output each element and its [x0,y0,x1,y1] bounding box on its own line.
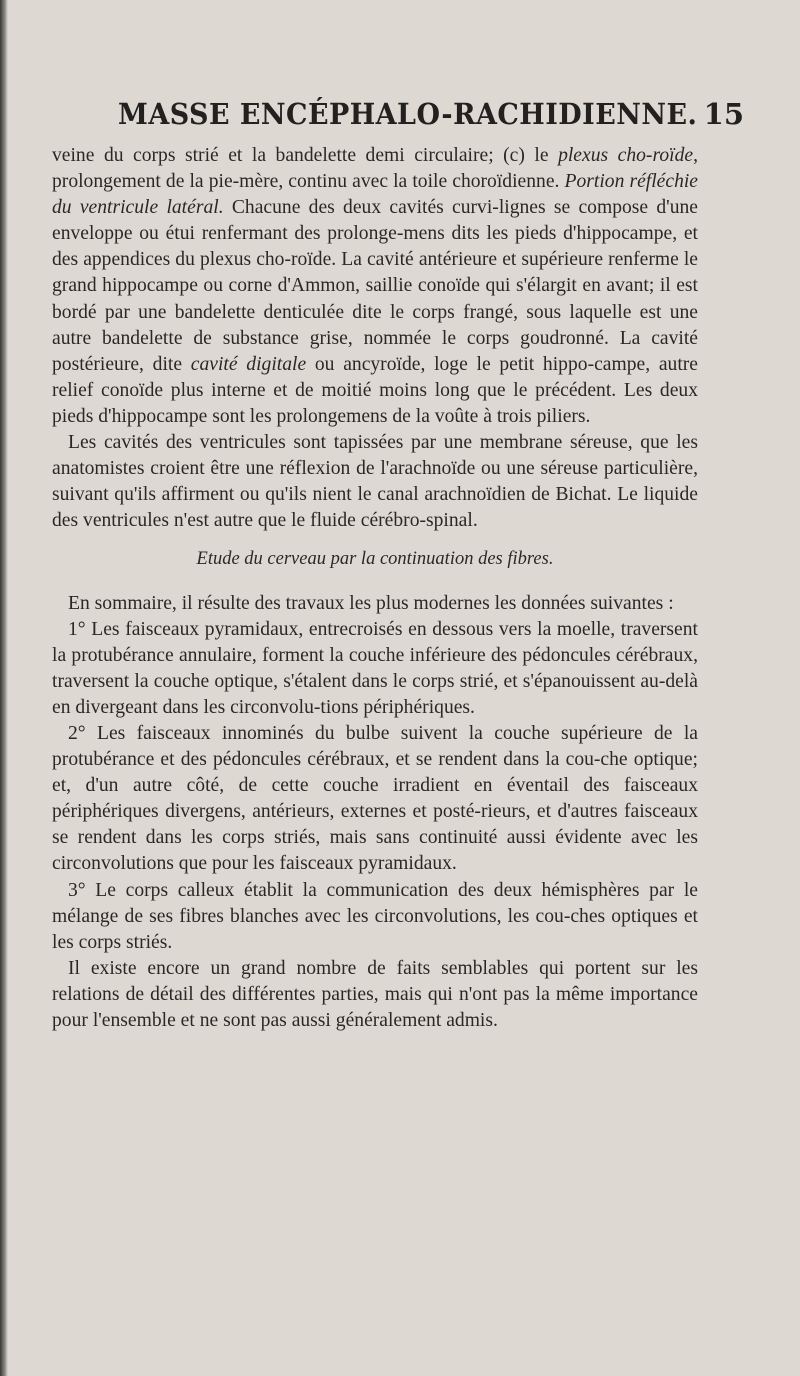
italic-term: plexus cho-roïde [558,145,694,166]
text-run: Chacune des deux cavités curvi-lignes se compose d'une enveloppe ou étui renfermant des prolonge-mens dits les pieds d'hippocampe, et des appendices du plexus cho-roïde. La cavité antérieure et supérieure renferme le grand hippocampe ou corne d'Ammon, saillie conoïde qui s'élargit en avant; il est bordé par une bandelette denticulée dite le corps frangé, sous laquelle est une autre bandelette de substance grise, nommée le corps goudronné. La cavité postérieure, dite [52,197,698,375]
text-run: veine du corps strié et la bandelette demi circulaire; (c) le [52,145,559,166]
page-number: 15 [703,97,744,131]
paragraph-7: Il existe encore un grand nombre de faits semblables qui portent sur les relations de détail des différentes parties, mais qui n'ont pas la même importance pour l'ensemble et ne sont pas aussi généralement admis. [52,957,698,1031]
paragraph-1 [52,143,698,430]
running-title: MASSE ENCÉPHALO-RACHIDIENNE. [118,97,698,131]
section-heading: Etude du cerveau par la continuation des fibres. [196,549,554,570]
paragraph-4: 1° Les faisceaux pyramidaux, entrecroisés en dessous vers la moelle, traversent la protubérance annulaire, forment la couche inférieure des pédoncules cérébraux, traversent la couche optique, s'étalent dans le corps strié, et s'épanouissent au-delà en divergeant dans les circonvolu-tions périphériques. [52,618,698,718]
paragraph-5: 2° Les faisceaux innominés du bulbe suivent la couche supérieure de la protubérance et des pédoncules cérébraux, et se rendent dans la cou-che optique; et, d'un autre côté, de cette couche irradient en éventail des faisceaux périphériques divergens, antérieurs, externes et posté-rieurs, et d'autres faisceaux se rendent dans les corps striés, mais sans continuité aussi évidente avec les circonvolutions que pour les faisceaux pyramidaux. [52,722,698,875]
italic-term: cavité digitale [190,353,307,375]
italic-subheading: Portion réfléchie du ventricule latéral. [52,171,699,219]
page-header [52,97,752,137]
body-text [52,143,698,1034]
paragraph-6: 3° Le corps calleux établit la communication des deux hémisphères par le mélange de ses fibres blanches avec les circonvolutions, les cou-ches optiques et les corps striés. [52,879,698,953]
paragraph-3: En sommaire, il résulte des travaux les plus modernes les données suivantes : [68,592,674,614]
text-run: ou ancyroïde, loge le petit hippo-campe, autre relief conoïde plus interne et de moitié moins long que le précédent. Les deux pieds d'hippocampe sont les prolongemens de la voûte à trois piliers. [52,353,698,427]
page-binding-edge [0,0,8,1376]
paragraph-2: Les cavités des ventricules sont tapissées par une membrane séreuse, que les anatomistes croient être une réflexion de l'arachnoïde ou une séreuse particulière, suivant qu'ils affirment ou qu'ils nient le canal arachnoïdien de Bichat. Le liquide des ventricules n'est autre que le fluide cérébro-spinal. [52,432,698,532]
text-run: , prolongement de la pie-mère, continu avec la toile choroïdienne. [52,145,698,193]
